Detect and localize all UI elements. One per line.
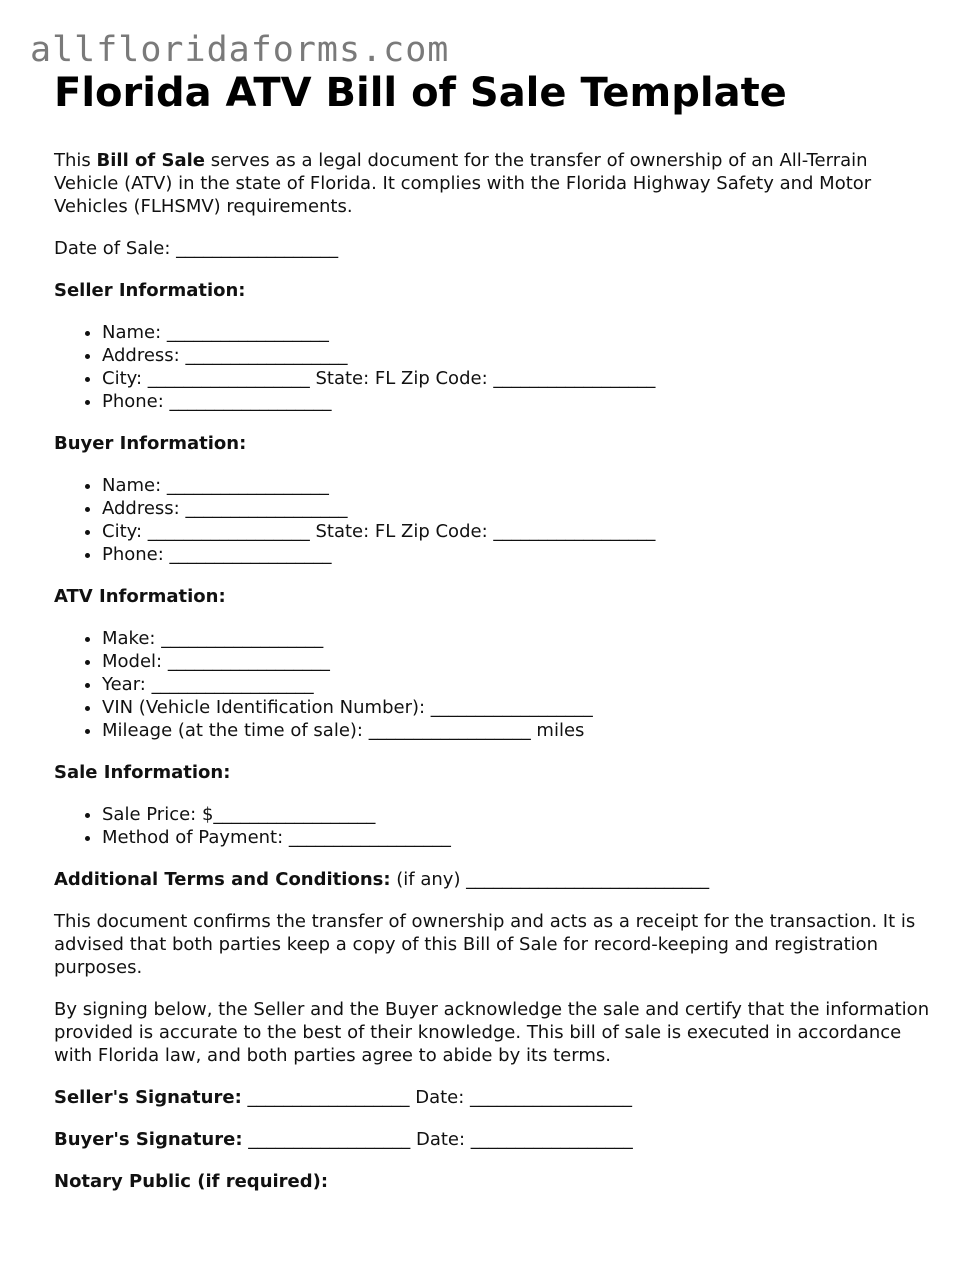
buyer-name-field: • Name: __________________ <box>102 474 934 497</box>
seller-signature-blanks: __________________ Date: __________________ <box>241 1087 633 1108</box>
buyer-signature-line <box>54 1128 934 1151</box>
intro-prefix: This <box>54 150 97 171</box>
buyer-phone-field: • Phone: __________________ <box>102 543 934 566</box>
sale-info-list <box>54 803 934 849</box>
notary-heading: Notary Public (if required): <box>54 1171 329 1192</box>
seller-city-state-zip-field: • City: __________________ State: FL Zip Code: __________________ <box>102 367 934 390</box>
atv-make-field: • Make: __________________ <box>102 627 934 650</box>
sale-section-heading: Sale Information: <box>54 762 231 783</box>
atv-vin-field: • VIN (Vehicle Identification Number): __________________ <box>102 696 934 719</box>
document-page <box>54 66 934 1193</box>
seller-phone-field: • Phone: __________________ <box>102 390 934 413</box>
site-watermark: allfloridaforms.com <box>30 30 450 70</box>
buyer-section-heading: Buyer Information: <box>54 433 247 454</box>
intro-bold-term: Bill of Sale <box>96 150 205 171</box>
date-of-sale-field: Date of Sale: __________________ <box>54 238 339 259</box>
seller-address-field: • Address: __________________ <box>102 344 934 367</box>
atv-model-field: • Model: __________________ <box>102 650 934 673</box>
intro-suffix: serves as a legal document for the transfer of ownership of an All-Terrain Vehicle (ATV) in the state of Florida. It complies with the Florida Highway Safety and Motor Vehicles (FLHSMV) requirements. <box>54 150 872 217</box>
document-title: Florida ATV Bill of Sale Template <box>54 70 787 116</box>
atv-section-heading: ATV Information: <box>54 586 226 607</box>
confirmation-paragraph: This document confirms the transfer of ownership and acts as a receipt for the transaction. It is advised that both parties keep a copy of this Bill of Sale for record-keeping and registration purposes. <box>54 911 916 978</box>
signing-paragraph: By signing below, the Seller and the Buyer acknowledge the sale and certify that the information provided is accurate to the best of their knowledge. This bill of sale is executed in accordance with Florida law, and both parties agree to abide by its terms. <box>54 999 930 1066</box>
buyer-city-state-zip-field: • City: __________________ State: FL Zip Code: __________________ <box>102 520 934 543</box>
intro-paragraph <box>54 149 934 218</box>
buyer-signature-blanks: __________________ Date: __________________ <box>242 1129 633 1150</box>
seller-signature-line <box>54 1086 934 1109</box>
additional-terms-blank: (if any) ___________________________ <box>390 869 710 890</box>
buyer-signature-label: Buyer's Signature: <box>54 1129 243 1150</box>
additional-terms-label: Additional Terms and Conditions: <box>54 869 391 890</box>
atv-year-field: • Year: __________________ <box>102 673 934 696</box>
payment-method-field: • Method of Payment: __________________ <box>102 826 934 849</box>
buyer-address-field: • Address: __________________ <box>102 497 934 520</box>
additional-terms-field <box>54 868 934 891</box>
seller-info-list <box>54 321 934 413</box>
seller-name-field: • Name: __________________ <box>102 321 934 344</box>
seller-signature-label: Seller's Signature: <box>54 1087 242 1108</box>
sale-price-field: • Sale Price: $__________________ <box>102 803 934 826</box>
atv-info-list <box>54 627 934 742</box>
buyer-info-list <box>54 474 934 566</box>
seller-section-heading: Seller Information: <box>54 280 246 301</box>
atv-mileage-field: • Mileage (at the time of sale): __________________ miles <box>102 719 934 742</box>
